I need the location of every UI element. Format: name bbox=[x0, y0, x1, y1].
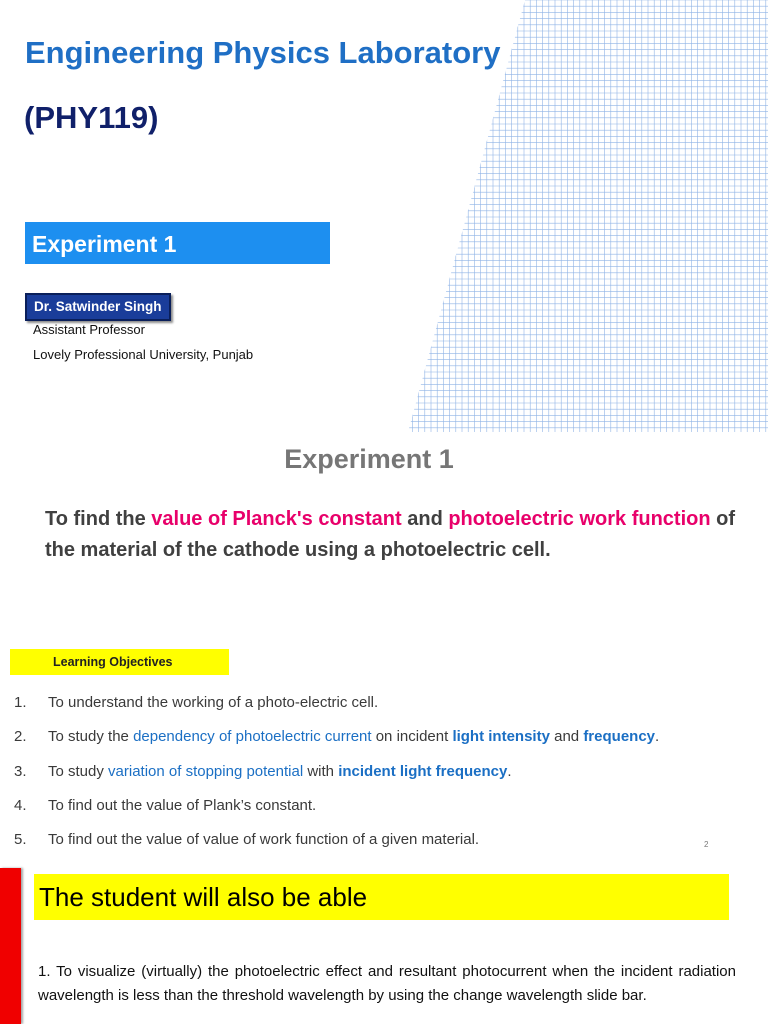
objective-number: 1. bbox=[14, 694, 27, 711]
objective-text: To find out the value of Plank’s constant. bbox=[48, 796, 317, 814]
objective-keyword: dependency of photoelectric current bbox=[133, 728, 372, 746]
objective-keyword: light intensity bbox=[452, 728, 550, 746]
title-slide bbox=[0, 0, 768, 432]
author-role: Assistant Professor bbox=[33, 322, 145, 337]
learning-objectives-label: Learning Objectives bbox=[10, 649, 229, 675]
objective-text: To find out the value of value of work function of a given material. bbox=[48, 831, 480, 849]
aim-text: of the material of the cathode using a photoelectric cell. bbox=[45, 508, 736, 561]
student-outcomes-banner: The student will also be able bbox=[34, 874, 729, 920]
course-code: (PHY119) bbox=[24, 100, 159, 135]
objective-text: . bbox=[507, 762, 512, 780]
objective-item bbox=[14, 797, 659, 831]
aim-highlight-work-function: photoelectric work function bbox=[448, 508, 711, 530]
aim-text: To find the bbox=[45, 508, 152, 530]
author-name-badge: Dr. Satwinder Singh bbox=[25, 293, 171, 321]
aim-text: and bbox=[401, 508, 449, 530]
experiment-heading: Experiment 1 bbox=[284, 444, 454, 474]
objective-number: 5. bbox=[14, 831, 27, 849]
objective-text: To understand the working of a photo-electric cell. bbox=[48, 694, 379, 711]
objective-text: with bbox=[303, 762, 339, 780]
objective-keyword: incident light frequency bbox=[338, 762, 508, 780]
aim-highlight-planck: value of Planck's constant bbox=[151, 508, 402, 530]
experiment-aim bbox=[45, 504, 745, 566]
objective-text: and bbox=[549, 728, 584, 746]
objective-number: 3. bbox=[14, 762, 27, 780]
objective-text: . bbox=[655, 728, 660, 746]
objective-text: To study bbox=[48, 762, 109, 780]
objective-text: on incident bbox=[371, 728, 453, 746]
objective-text: To study the bbox=[48, 728, 134, 746]
objective-number: 2. bbox=[14, 728, 27, 746]
experiment-banner: Experiment 1 bbox=[25, 222, 330, 264]
objective-item bbox=[14, 831, 659, 865]
objective-item bbox=[14, 694, 659, 728]
objective-item bbox=[14, 728, 659, 762]
red-accent-bar bbox=[0, 868, 21, 1024]
outcome-item: 1. To visualize (virtually) the photoelectric effect and resultant photocurrent when the incident radiation wavelength is less than the threshold wavelength by using the change wavelength slide bar. bbox=[38, 963, 736, 1004]
objectives-list bbox=[14, 694, 659, 865]
objective-number: 4. bbox=[14, 796, 27, 814]
course-title: Engineering Physics Laboratory bbox=[25, 35, 501, 70]
objective-item bbox=[14, 763, 659, 797]
objective-keyword: frequency bbox=[583, 728, 656, 746]
objective-keyword: variation of stopping potential bbox=[108, 762, 304, 780]
author-university: Lovely Professional University, Punjab bbox=[33, 347, 254, 362]
slide-number: 2 bbox=[704, 840, 709, 849]
